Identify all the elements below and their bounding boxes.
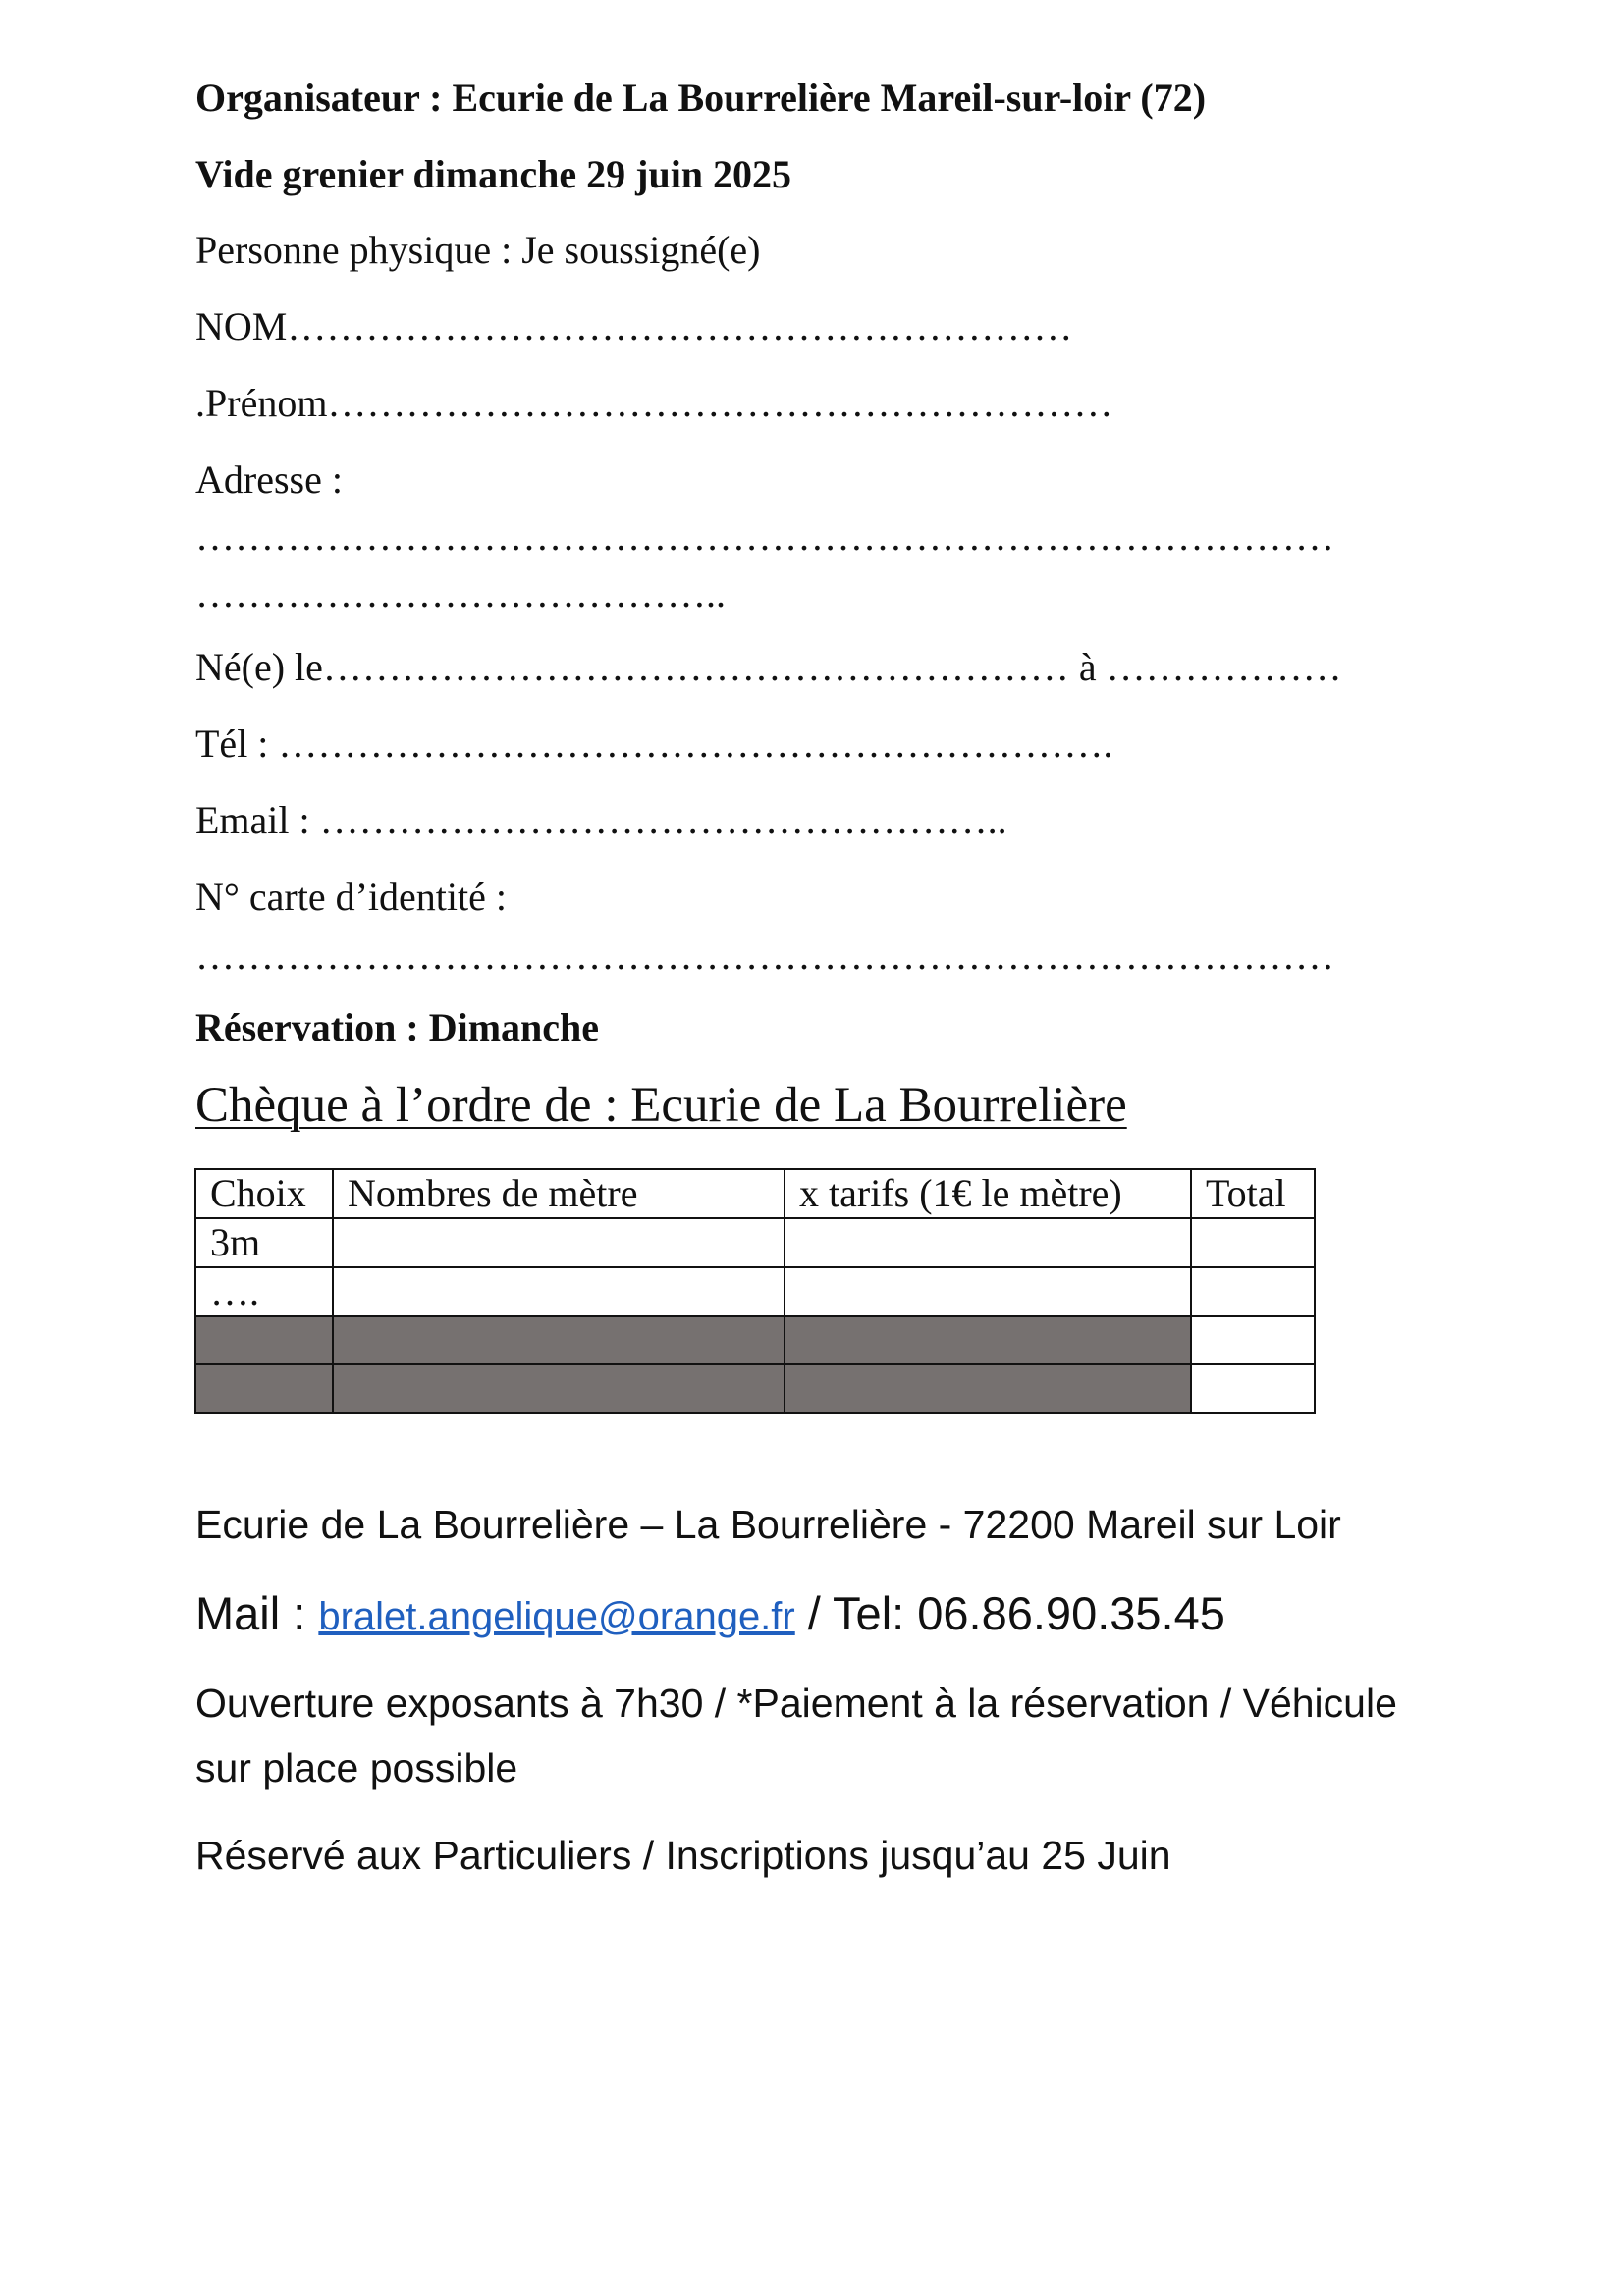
table-cell bbox=[785, 1267, 1191, 1316]
table-row bbox=[195, 1267, 1315, 1316]
table-header-row bbox=[195, 1169, 1315, 1218]
cni-label: N° carte d’identité : bbox=[195, 875, 507, 919]
reservation-label: Réservation : Dimanche bbox=[195, 1005, 600, 1049]
mail-label: Mail : bbox=[195, 1587, 319, 1639]
footer-info-line-1: Ouverture exposants à 7h30 / *Paiement à la réservation / Véhicule bbox=[195, 1681, 1397, 1726]
adresse-line-2: ………………………………….. bbox=[195, 571, 726, 615]
table-cell bbox=[1191, 1218, 1315, 1267]
naissance-field: Né(e) le………………………………………………… à ……………… bbox=[195, 645, 1342, 689]
table-cell-shaded bbox=[333, 1364, 785, 1413]
table-row-shaded bbox=[195, 1316, 1315, 1364]
table-cell bbox=[1191, 1316, 1315, 1364]
nom-field: NOM…………………………………………………… bbox=[195, 304, 1073, 348]
prenom-field: .Prénom…………………………………………………… bbox=[195, 381, 1113, 425]
table-cell-shaded bbox=[195, 1316, 333, 1364]
footer-info-line-2: sur place possible bbox=[195, 1745, 518, 1790]
cheque-instruction: Chèque à l’ordre de : Ecurie de La Bourrelière bbox=[195, 1078, 1127, 1133]
table-cell: 3m bbox=[195, 1218, 333, 1267]
table-row-shaded bbox=[195, 1364, 1315, 1413]
footer-address: Ecurie de La Bourrelière – La Bourrelière - 72200 Mareil sur Loir bbox=[195, 1502, 1341, 1547]
table-cell bbox=[1191, 1267, 1315, 1316]
email-link[interactable]: bralet.angelique@orange.fr bbox=[318, 1595, 795, 1638]
tel-field: Tél : ………………………………………………………. bbox=[195, 721, 1113, 766]
table-row bbox=[195, 1218, 1315, 1267]
organizer-heading: Organisateur : Ecurie de La Bourrelière Mareil-sur-loir (72) bbox=[195, 76, 1207, 120]
reservation-table bbox=[194, 1168, 1316, 1414]
footer-contact bbox=[195, 1586, 1225, 1640]
table-cell-shaded bbox=[195, 1364, 333, 1413]
table-cell bbox=[1191, 1364, 1315, 1413]
footer-tel: / Tel: 06.86.90.35.45 bbox=[794, 1587, 1225, 1639]
table-cell-shaded bbox=[333, 1316, 785, 1364]
table-cell-shaded bbox=[785, 1316, 1191, 1364]
email-field: Email : …………………………………………….. bbox=[195, 798, 1007, 842]
footer-info-line-3: Réservé aux Particuliers / Inscriptions jusqu’au 25 Juin bbox=[195, 1833, 1171, 1878]
table-cell bbox=[333, 1267, 785, 1316]
table-header-cell: x tarifs (1€ le mètre) bbox=[785, 1169, 1191, 1218]
cni-line: …………………………………………………………………………… bbox=[195, 934, 1334, 978]
table-cell: …. bbox=[195, 1267, 333, 1316]
adresse-line-1: …………………………………………………………………………… bbox=[195, 514, 1334, 559]
adresse-label: Adresse : bbox=[195, 457, 343, 502]
table-header-cell: Choix bbox=[195, 1169, 333, 1218]
table-cell bbox=[785, 1218, 1191, 1267]
event-heading: Vide grenier dimanche 29 juin 2025 bbox=[195, 152, 792, 196]
table-header-cell: Total bbox=[1191, 1169, 1315, 1218]
table-header-cell: Nombres de mètre bbox=[333, 1169, 785, 1218]
table-cell bbox=[333, 1218, 785, 1267]
person-intro: Personne physique : Je soussigné(e) bbox=[195, 228, 761, 272]
table-cell-shaded bbox=[785, 1364, 1191, 1413]
